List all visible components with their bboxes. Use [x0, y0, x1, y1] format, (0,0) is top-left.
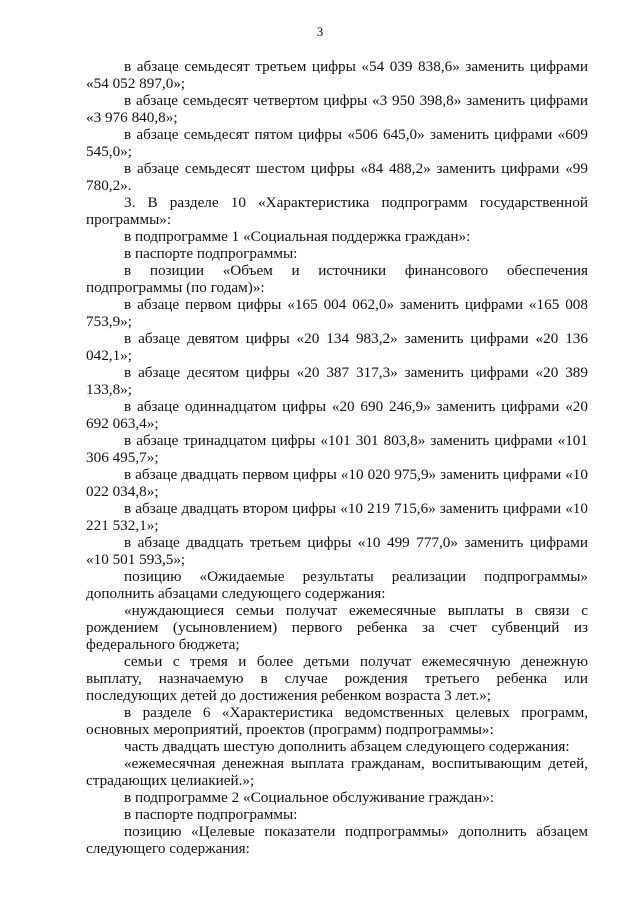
- paragraph-16: в абзаце двадцать третьем цифры «10 499 777,0» заменить цифрами «10 501 593,5»;: [86, 534, 588, 568]
- page-number: 3: [316, 24, 324, 39]
- document-body: [86, 58, 588, 857]
- paragraph-23: в подпрограмме 2 «Социальное обслуживание граждан»:: [124, 789, 495, 806]
- paragraph-17: позицию «Ожидаемые результаты реализации подпрограммы» дополнить абзацами следующего содержания:: [86, 568, 588, 602]
- paragraph-2: в абзаце семьдесят четвертом цифры «3 950 398,8» заменить цифрами «3 976 840,8»;: [86, 92, 588, 126]
- paragraph-10: в абзаце девятом цифры «20 134 983,2» заменить цифрами «20 136 042,1»;: [86, 330, 588, 364]
- paragraph-13: в абзаце тринадцатом цифры «101 301 803,8» заменить цифрами «101 306 495,7»;: [86, 432, 588, 466]
- paragraph-11: в абзаце десятом цифры «20 387 317,3» заменить цифрами «20 389 133,8»;: [86, 364, 588, 398]
- paragraph-7: в паспорте подпрограммы:: [124, 245, 298, 262]
- paragraph-1: в абзаце семьдесят третьем цифры «54 039 838,6» заменить цифрами «54 052 897,0»;: [86, 58, 588, 92]
- paragraph-6: в подпрограмме 1 «Социальная поддержка граждан»:: [124, 228, 471, 245]
- paragraph-18: «нуждающиеся семьи получат ежемесячные выплаты в связи с рождением (усыновлением) первого ребенка за счет субвенций из федерального бюджета;: [86, 602, 588, 653]
- paragraph-14: в абзаце двадцать первом цифры «10 020 975,9» заменить цифрами «10 022 034,8»;: [86, 466, 588, 500]
- paragraph-15: в абзаце двадцать втором цифры «10 219 715,6» заменить цифрами «10 221 532,1»;: [86, 500, 588, 534]
- paragraph-3: в абзаце семьдесят пятом цифры «506 645,0» заменить цифрами «609 545,0»;: [86, 126, 588, 160]
- paragraph-5: 3. В разделе 10 «Характеристика подпрограмм государственной программы»:: [86, 194, 588, 228]
- paragraph-4: в абзаце семьдесят шестом цифры «84 488,2» заменить цифрами «99 780,2».: [86, 160, 588, 194]
- paragraph-24: в паспорте подпрограммы:: [124, 806, 298, 823]
- paragraph-9: в абзаце первом цифры «165 004 062,0» заменить цифрами «165 008 753,9»;: [86, 296, 588, 330]
- paragraph-22: «ежемесячная денежная выплата гражданам, воспитывающим детей, страдающих целиакией.»;: [86, 755, 588, 789]
- paragraph-12: в абзаце одиннадцатом цифры «20 690 246,9» заменить цифрами «20 692 063,4»;: [86, 398, 588, 432]
- paragraph-20: в разделе 6 «Характеристика ведомственных целевых программ, основных мероприятий, проектов (программ) подпрограммы»:: [86, 704, 588, 738]
- paragraph-25: позицию «Целевые показатели подпрограммы» дополнить абзацем следующего содержания:: [86, 823, 588, 857]
- paragraph-21: часть двадцать шестую дополнить абзацем следующего содержания:: [124, 738, 570, 755]
- paragraph-8: в позиции «Объем и источники финансового обеспечения подпрограммы (по годам)»:: [86, 262, 588, 296]
- paragraph-19: семьи с тремя и более детьми получат ежемесячную денежную выплату, назначаемую в случае рождения третьего ребенка или последующих детей до достижения ребенком возраста 3 лет.»;: [86, 653, 588, 704]
